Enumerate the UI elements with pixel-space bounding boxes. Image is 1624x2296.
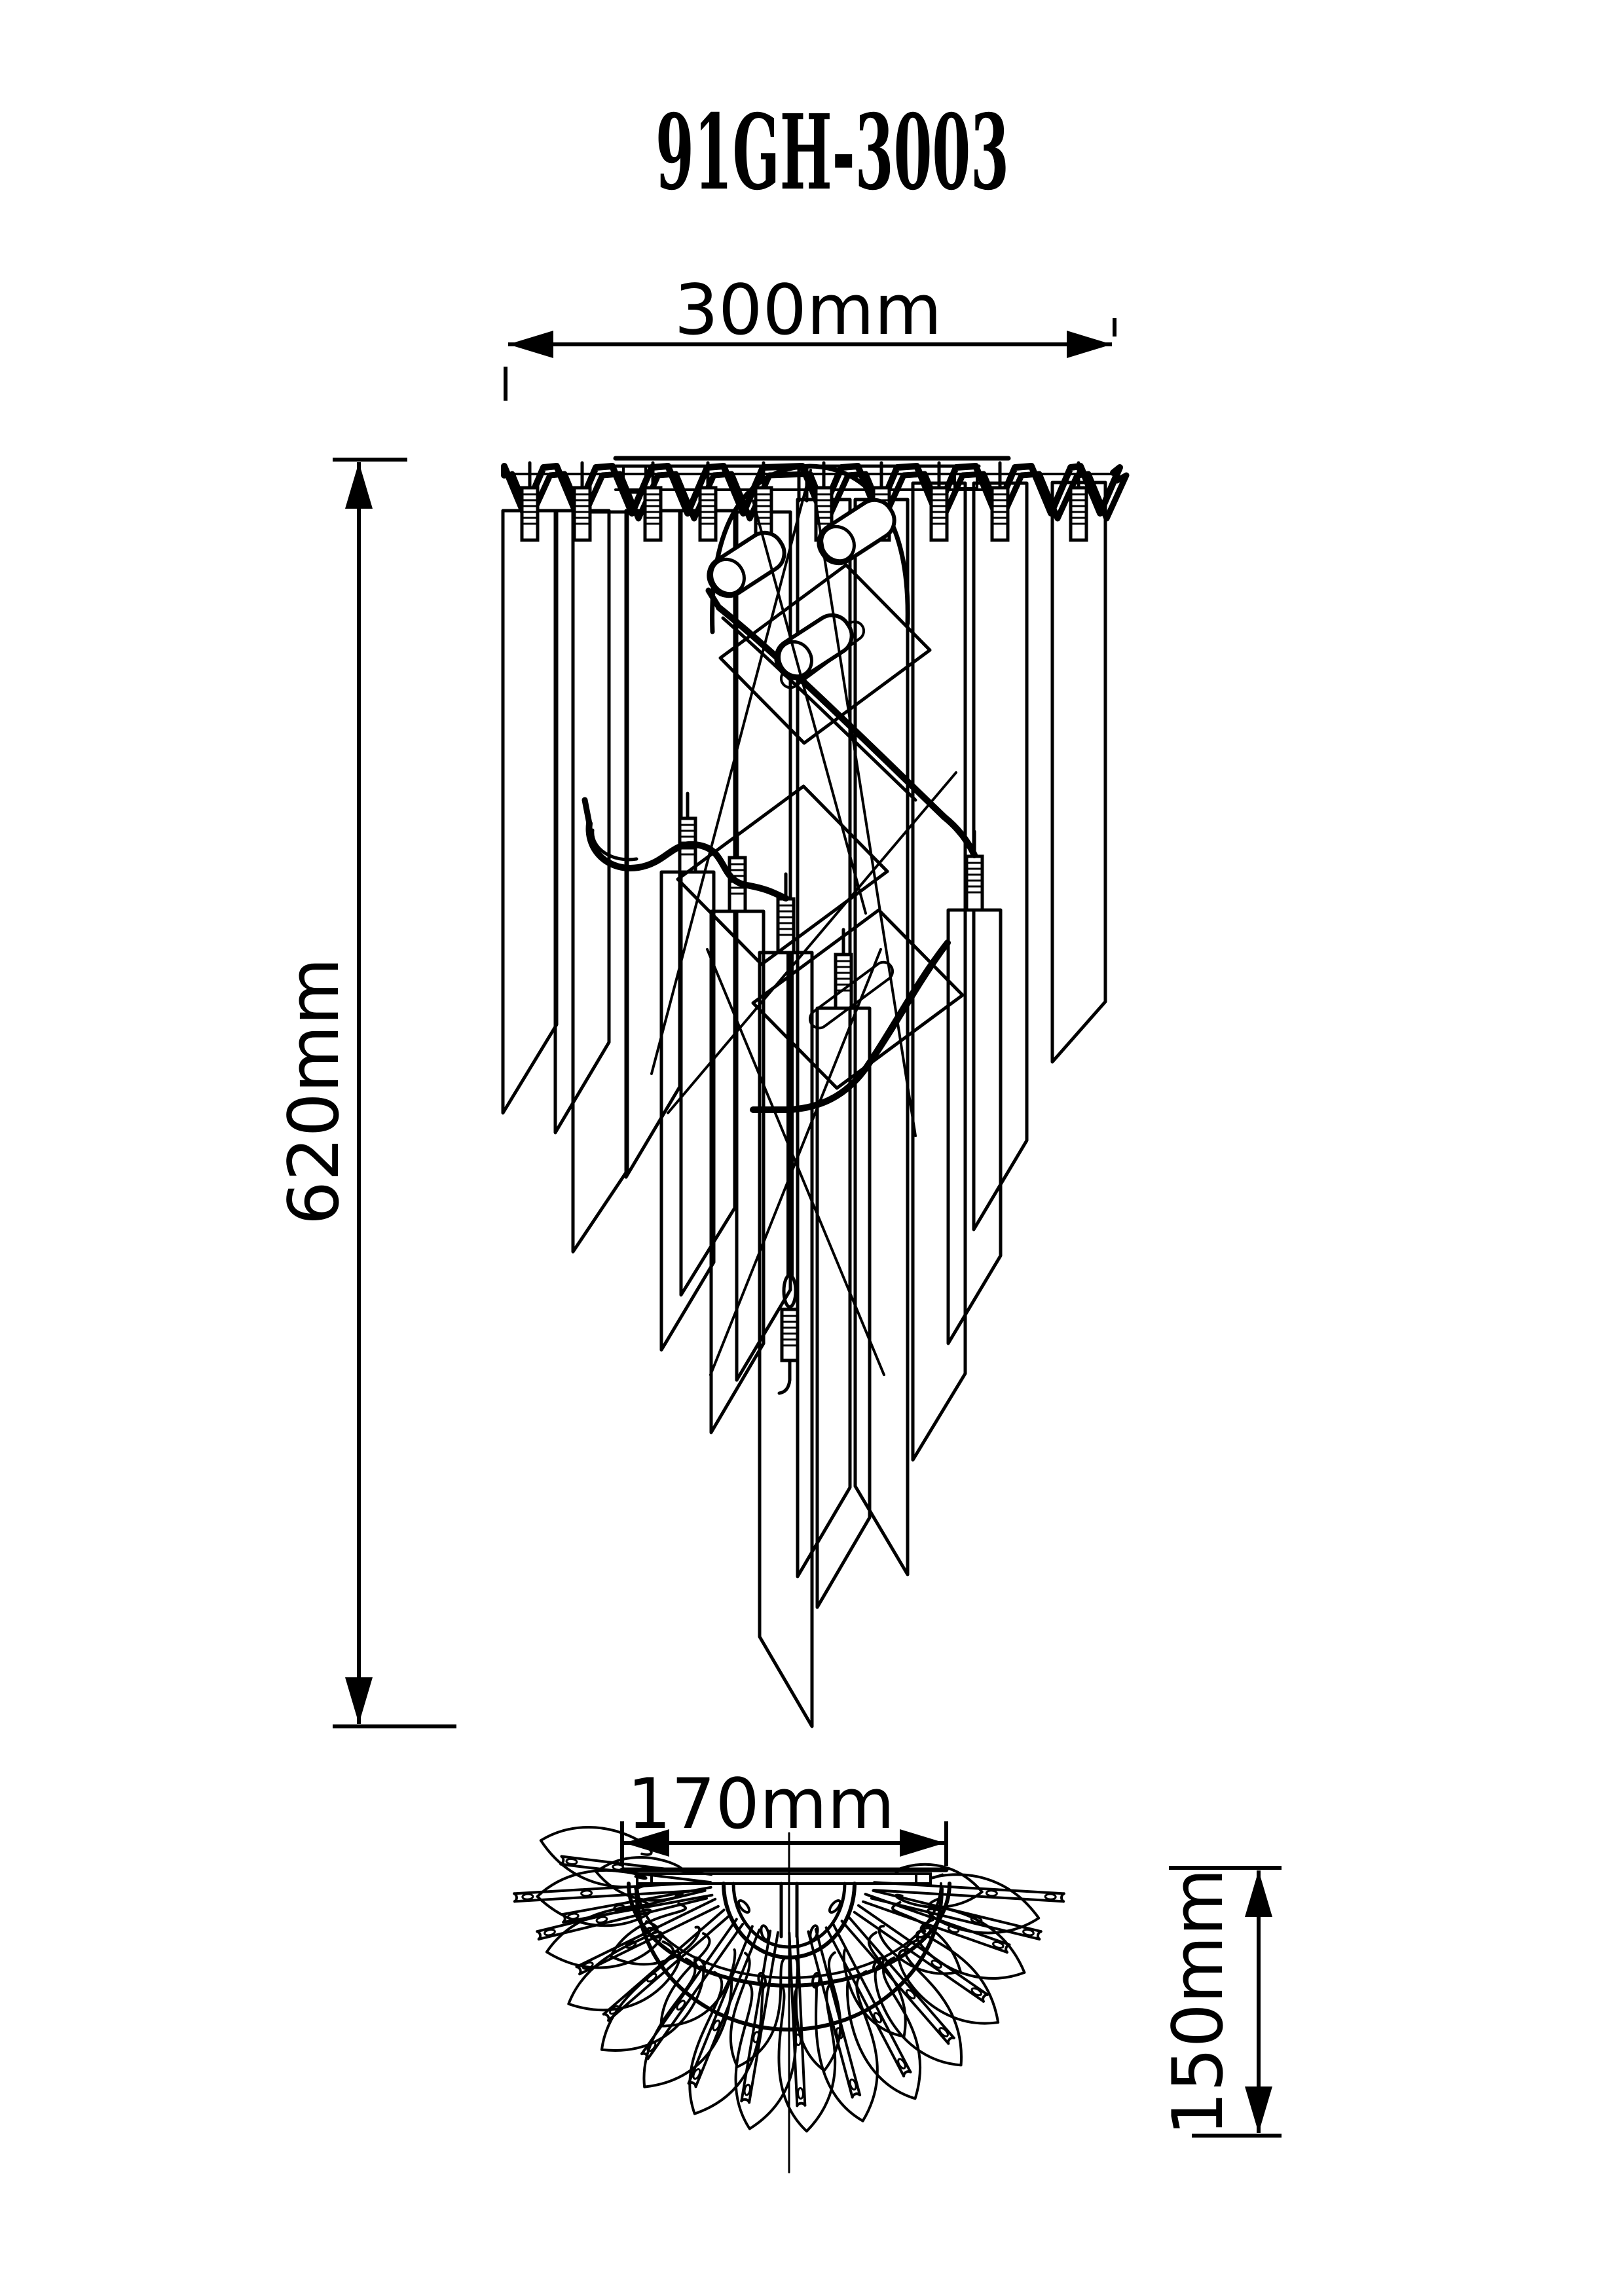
dim-bottom-height: [1158, 1868, 1282, 2136]
page-title: 91GH-3003: [655, 92, 1009, 213]
dim-front-height-label: 620mm: [274, 957, 354, 1226]
dim-bottom-width-label: 170mm: [627, 1764, 895, 1844]
dim-front-height: [274, 460, 456, 1726]
dim-bottom-height-label: 150mm: [1158, 1868, 1238, 2136]
dim-bottom-width: [622, 1764, 946, 1866]
bottom-view-drawing: [514, 1827, 1063, 2172]
front-view-drawing: [503, 458, 1126, 1726]
dim-front-width: [506, 270, 1115, 401]
dim-front-width-label: 300mm: [674, 270, 942, 350]
